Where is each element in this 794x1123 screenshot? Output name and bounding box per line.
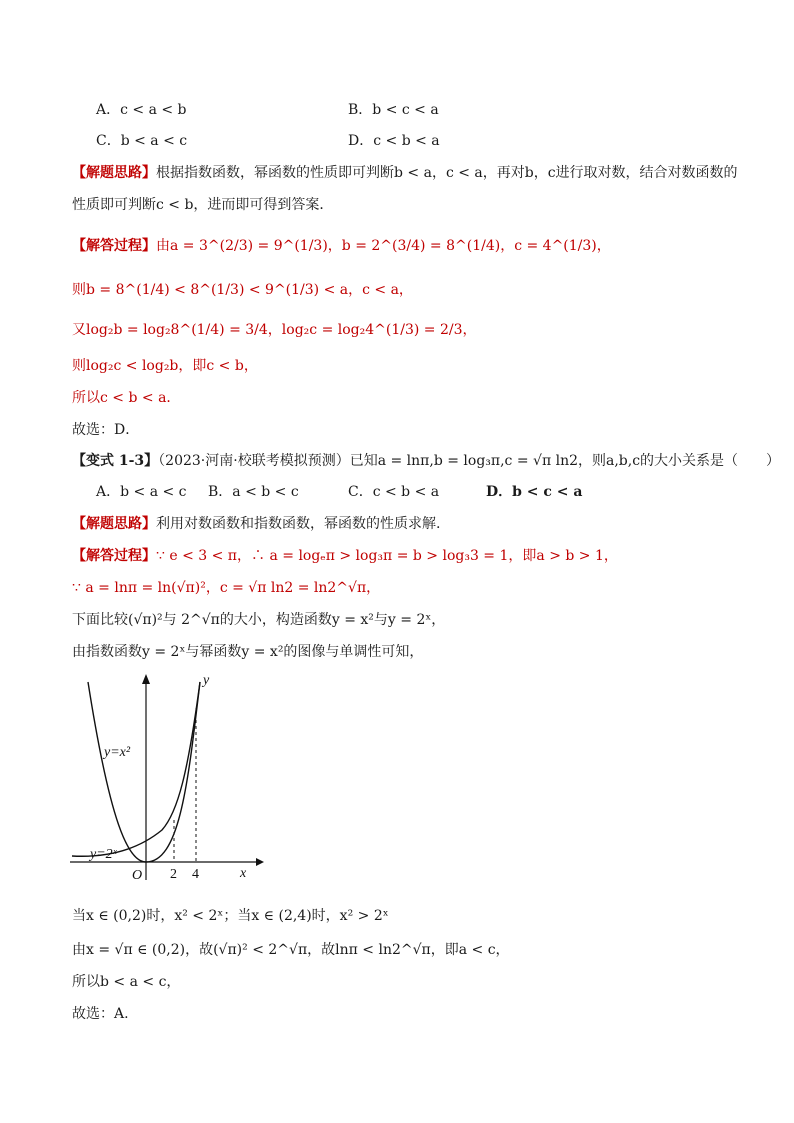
parabola-label: y=x² (104, 745, 131, 760)
proc-line-4: 则log₂c < log₂b，即c < b， (72, 358, 258, 374)
proc-tag-2: 【解答过程】 (72, 548, 156, 564)
think-tag-2: 【解题思路】 (72, 516, 156, 532)
x-axis-label: x (240, 866, 247, 881)
variant-option-b: B．a < b < c (208, 484, 299, 500)
option-b: B．b < c < a (348, 102, 439, 118)
think-tag: 【解题思路】 (72, 165, 156, 181)
proc-text-v1: ∵ e < 3 < π，∴ a = logₑπ > log₃π = b > log₃3 = 1，即a > b > 1， (156, 548, 618, 564)
variant-option-d: D．b < c < a (486, 484, 583, 500)
proc-line-3: 又log₂b = log₂8^(1/4) = 3/4，log₂c = log₂4^(1/3) = 2/3， (72, 322, 477, 338)
option-a: A．c < a < b (96, 102, 187, 118)
option-d: D．c < b < a (348, 133, 440, 149)
variant-option-a: A．b < a < c (96, 484, 187, 500)
proc-text: 由a = 3^(2/3) = 9^(1/3)，b = 2^(3/4) = 8^(1/4)，c = 4^(1/3)， (156, 238, 611, 254)
proc-line-v7: 所以b < a < c， (72, 974, 181, 990)
think-paragraph-1 (72, 163, 738, 183)
proc-tag: 【解答过程】 (72, 238, 156, 254)
think-paragraph-2 (72, 514, 440, 534)
origin-label: O (132, 868, 143, 883)
exp-label: y=2ˣ (90, 847, 117, 862)
variant-source: （2023·河南·校联考模拟预测） (158, 453, 350, 469)
proc-line-5: 所以c < b < a． (72, 390, 181, 406)
tick-4-label: 4 (192, 867, 199, 882)
y-axis-arrow (142, 674, 150, 684)
proc-line-v4: 由指数函数y = 2ˣ与幂函数y = x²的图像与单调性可知， (72, 644, 424, 660)
variant-option-c: C．c < b < a (348, 484, 440, 500)
proc-line-1 (72, 236, 611, 256)
variant-question (72, 451, 780, 471)
proc-line-v2: ∵ a = lnπ = ln(√π)²，c = √π ln2 = ln2^√π， (72, 580, 381, 596)
answer-line-1: 故选：D． (72, 422, 140, 438)
variant-text: 已知a = lnπ,b = log₃π,c = √π ln2，则a,b,c的大小关系是（ ） (349, 453, 781, 469)
proc-line-v6: 由x = √π ∈ (0,2)，故(√π)² < 2^√π，故lnπ < ln2^√π，即a < c， (72, 942, 510, 958)
proc-line-2: 则b = 8^(1/4) < 8^(1/3) < 9^(1/3) < a，c < a， (72, 282, 413, 298)
think-text-v: 利用对数函数和指数函数，幂函数的性质求解. (156, 516, 441, 532)
variant-tag: 【变式 1-3】 (72, 453, 159, 469)
proc-line-v5: 当x ∈ (0,2)时，x² < 2ˣ；当x ∈ (2,4)时，x² > 2ˣ (72, 908, 389, 924)
think-text: 根据指数函数，幂函数的性质即可判断b < a，c < a，再对b，c进行取对数，结合对数函数的 (156, 165, 738, 181)
proc-line-v3: 下面比较(√π)²与 2^√π的大小，构造函数y = x²与y = 2ˣ， (72, 612, 446, 628)
x-axis-arrow (256, 858, 264, 866)
proc-line-v1 (72, 546, 618, 566)
tick-2-label: 2 (170, 867, 177, 882)
y-axis-label: y (203, 673, 210, 688)
option-c: C．b < a < c (96, 133, 188, 149)
answer-line-2: 故选：A. (72, 1006, 129, 1022)
parabola-curve (88, 682, 200, 862)
exp-curve (72, 682, 200, 856)
think-text-2: 性质即可判断c < b，进而即可得到答案． (72, 197, 334, 213)
function-graph (70, 672, 270, 884)
